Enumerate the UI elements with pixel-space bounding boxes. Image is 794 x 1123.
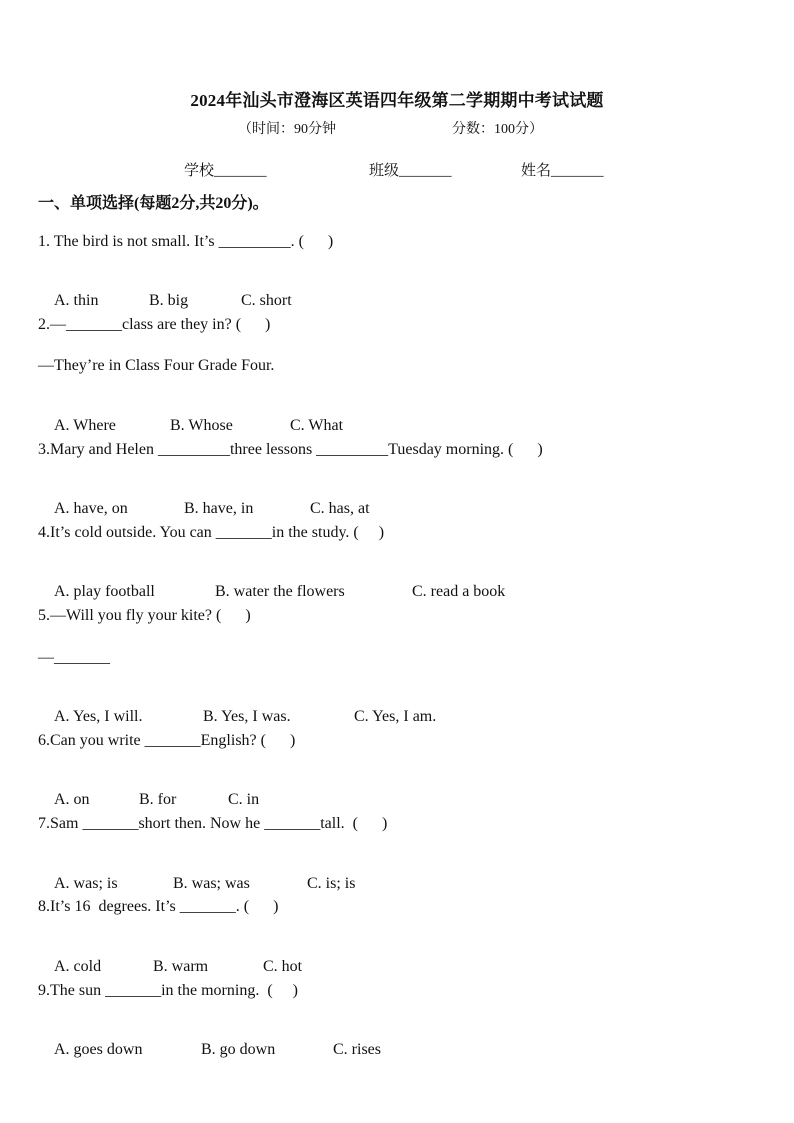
option-c: C. hot bbox=[263, 958, 303, 975]
option-c: C. has, at bbox=[310, 500, 370, 517]
school-field: 学校_______ bbox=[184, 163, 267, 179]
option-b: B. Whose bbox=[170, 417, 233, 434]
option-c: C. rises bbox=[333, 1041, 381, 1058]
option-a: A. play football bbox=[54, 583, 155, 600]
question-3: 3.Mary and Helen _________three lessons _________Tuesday morning. ( ) bbox=[38, 441, 543, 458]
question-5-answer-line: —_______ bbox=[38, 649, 110, 666]
question-2-answer-line: —They’re in Class Four Grade Four. bbox=[38, 357, 275, 374]
exam-score: 分数：100分） bbox=[452, 122, 543, 137]
question-8: 8.It’s 16 degrees. It’s _______. ( ) bbox=[38, 898, 279, 915]
option-c: C. What bbox=[290, 417, 344, 434]
option-a: A. thin bbox=[54, 292, 99, 309]
name-field: 姓名_______ bbox=[521, 163, 604, 179]
option-c: C. read a book bbox=[412, 583, 506, 600]
question-7: 7.Sam _______short then. Now he _______tall. ( ) bbox=[38, 815, 388, 832]
option-c: C. Yes, I am. bbox=[354, 708, 437, 725]
option-a: A. goes down bbox=[54, 1041, 143, 1058]
option-b: B. for bbox=[139, 791, 177, 808]
option-c: C. short bbox=[241, 292, 292, 309]
option-a: A. have, on bbox=[54, 500, 128, 517]
exam-title: 2024年汕头市澄海区英语四年级第二学期期中考试试题 bbox=[190, 91, 604, 110]
question-9-options bbox=[38, 1023, 381, 1077]
option-b: B. warm bbox=[153, 958, 209, 975]
class-field: 班级_______ bbox=[369, 163, 452, 179]
option-a: A. cold bbox=[54, 958, 102, 975]
question-1: 1. The bird is not small. It’s _________. ( ) bbox=[38, 233, 334, 250]
question-5: 5.—Will you fly your kite? ( ) bbox=[38, 607, 251, 624]
section-heading: 一、单项选择(每题2分,共20分)。 bbox=[38, 195, 269, 212]
exam-time: （时间：90分钟 bbox=[238, 122, 336, 137]
option-b: B. big bbox=[149, 292, 189, 309]
option-a: A. Yes, I will. bbox=[54, 708, 143, 725]
question-4: 4.It’s cold outside. You can _______in the study. ( ) bbox=[38, 524, 385, 541]
question-2: 2.—_______class are they in? ( ) bbox=[38, 316, 271, 333]
option-a: A. on bbox=[54, 791, 90, 808]
option-a: A. was; is bbox=[54, 875, 118, 892]
option-c: C. is; is bbox=[307, 875, 356, 892]
option-b: B. Yes, I was. bbox=[203, 708, 291, 725]
option-c: C. in bbox=[228, 791, 260, 808]
option-a: A. Where bbox=[54, 417, 116, 434]
question-6: 6.Can you write _______English? ( ) bbox=[38, 732, 296, 749]
option-b: B. have, in bbox=[184, 500, 254, 517]
option-b: B. go down bbox=[201, 1041, 276, 1058]
question-9: 9.The sun _______in the morning. ( ) bbox=[38, 982, 298, 999]
option-b: B. was; was bbox=[173, 875, 250, 892]
option-b: B. water the flowers bbox=[215, 583, 345, 600]
